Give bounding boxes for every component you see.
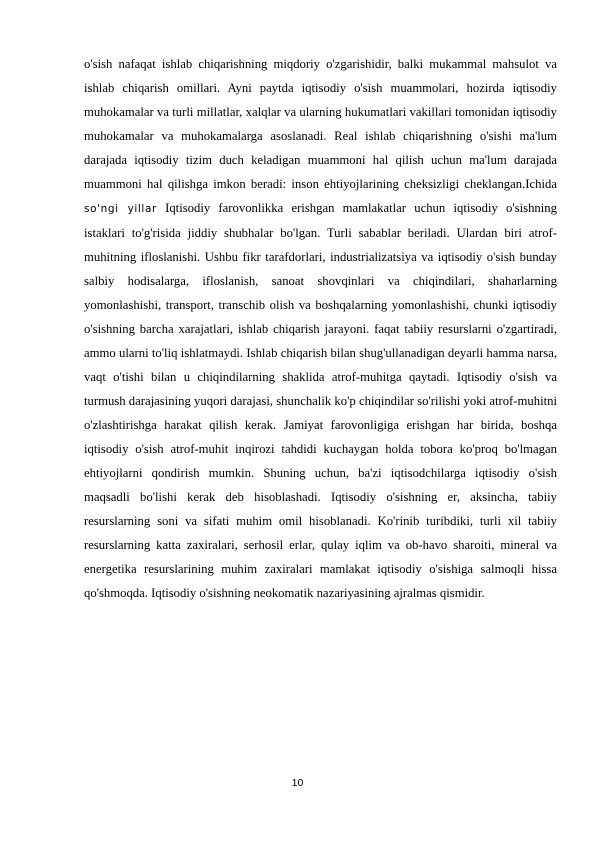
inline-special-text: so'ngi yillar (84, 203, 157, 215)
body-paragraph (84, 52, 557, 605)
paragraph-text-start: o'sish nafaqat ishlab chiqarishning miqdoriy o'zgarishidir, balki mukammal mahsulot va ishlab chiqarish omillari. Ayni paytda iqtisodiy o'sish muammolari, hozirda iqtisodiy muhokamalar va turli millatlar, xalqlar va ularning hukumatlari vakillari tomonidan iqtisodiy muhokamalar va muhokamalarga asoslanadi. Real ishlab chiqarishning o'sishi ma'lum darajada iqtisodiy tizim duch keladigan muammoni hal qilish uchun ma'lum darajada muammoni hal qilishga imkon beradi: inson ehtiyojlarining cheksizligi cheklangan.Ichida (84, 57, 557, 191)
paragraph-text-end: Iqtisodiy farovonlikka erishgan mamlakatlar uchun iqtisodiy o'sishning istaklari to'g'risida jiddiy shubhalar bo'lgan. Turli sabablar beriladi. Ulardan biri atrof-muhitning ifloslanishi. Ushbu fikr tarafdorlari, industrializatsiya va iqtisodiy o'sish bunday salbiy hodisalarga, ifloslanish, sanoat shovqinlari va chiqindilari, shaharlarning yomonlashishi, transport, transchib olish va boshqalarning yomonlashishi, chunki iqtisodiy o'sishning barcha xarajatlari, ishlab chiqarish jarayoni. faqat tabiiy resurslarni o'zgartiradi, ammo ularni to'liq ishlatmaydi. Ishlab chiqarish bilan shug'ullanadigan deyarli hamma narsa, vaqt o'tishi bilan u chiqindilarning shaklida atrof-muhitga qaytadi. Iqtisodiy o'sish va turmush darajasining yuqori darajasi, shunchalik ko'p chiqindilar so'rilishi yoki atrof-muhitni o'zlashtirishga harakat qilish kerak. Jamiyat farovonligiga erishgan har birida, boshqa iqtisodiy o'sish atrof-muhit inqirozi tahdidi kuchaygan holda tobora ko'proq bo'lmagan ehtiyojlarni qondirish mumkin. Shuning uchun, ba'zi iqtisodchilarga iqtisodiy o'sish maqsadli bo'lishi kerak deb hisoblashadi. Iqtisodiy o'sishning er, aksincha, tabiiy resurslarning soni va sifati muhim omil hisoblanadi. Ko'rinib turibdiki, turli xil tabiiy resurslarning katta zaxiralari, serhosil erlar, qulay iqlim va ob-havo sharoiti, mineral va energetika resurslarining muhim zaxiralari mamlakat iqtisodiy o'sishiga salmoqli hissa qo'shmoqda. Iqtisodiy o'sishning neokomatik nazariyasining ajralmas qismidir. (84, 201, 557, 600)
document-page (84, 52, 557, 605)
page-number: 10 (291, 777, 304, 789)
